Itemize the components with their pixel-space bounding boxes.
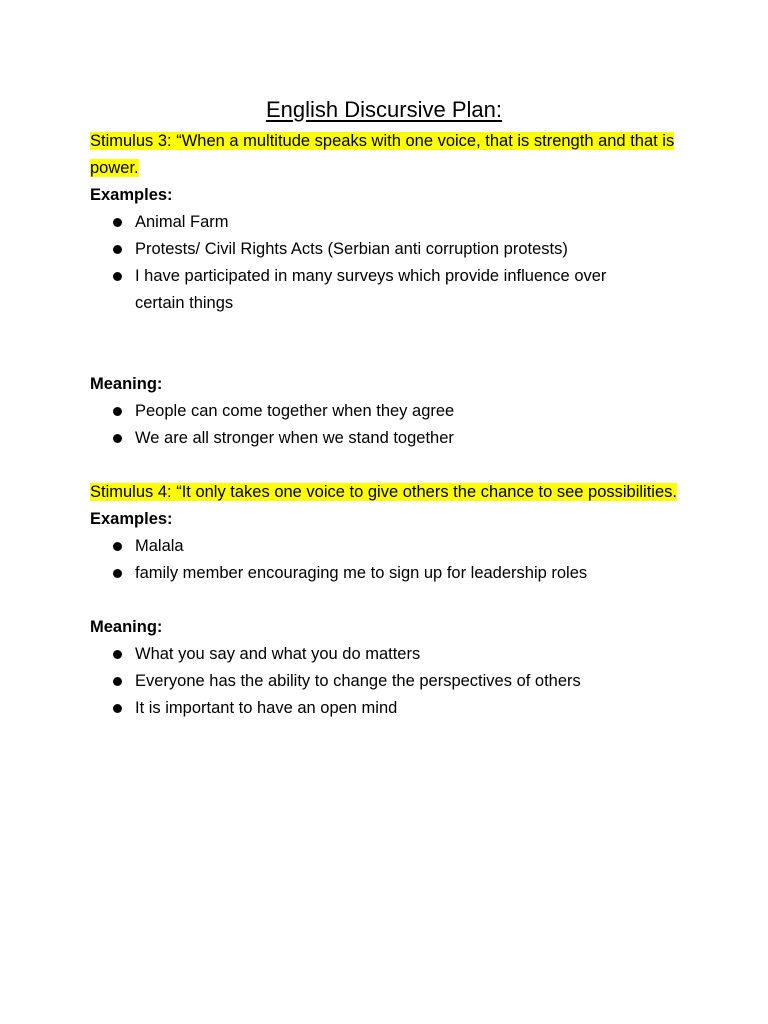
meaning-label: Meaning:	[90, 375, 163, 393]
bullet-icon	[113, 434, 122, 443]
bullet-icon	[113, 245, 122, 254]
meaning-list	[90, 641, 680, 722]
list-item-text: Protests/ Civil Rights Acts (Serbian anti corruption protests)	[135, 240, 568, 258]
bullet-icon	[113, 272, 122, 281]
bullet-icon	[113, 650, 122, 659]
list-item	[90, 668, 680, 695]
list-item-text: Everyone has the ability to change the perspectives of others	[135, 672, 581, 690]
list-item	[90, 425, 680, 452]
bullet-icon	[113, 542, 122, 551]
list-item-text: People can come together when they agree	[135, 402, 455, 420]
document-title: English Discursive Plan:	[266, 97, 502, 122]
list-item-text: family member encouraging me to sign up for leadership roles	[135, 564, 588, 582]
bullet-icon	[113, 218, 122, 227]
examples-label: Examples:	[90, 186, 173, 204]
meaning-label: Meaning:	[90, 618, 163, 636]
examples-label: Examples:	[90, 510, 173, 528]
list-item	[90, 695, 680, 722]
spacer	[90, 452, 680, 479]
examples-list	[90, 209, 680, 317]
document-body	[90, 92, 680, 722]
examples-list	[90, 533, 680, 587]
list-item-text: We are all stronger when we stand together	[135, 429, 454, 447]
spacer	[90, 587, 680, 614]
stimulus-4-text: Stimulus 4: “It only takes one voice to give others the chance to see possibilities.	[90, 483, 677, 501]
meaning-list	[90, 398, 680, 452]
stimulus-3-text: Stimulus 3: “When a multitude speaks with one voice, that is strength and that is power.	[90, 132, 675, 177]
list-item	[90, 641, 680, 668]
list-item	[90, 263, 680, 317]
stimulus-3	[90, 128, 680, 182]
bullet-icon	[113, 704, 122, 713]
bullet-icon	[113, 569, 122, 578]
list-item	[90, 236, 680, 263]
list-item	[90, 533, 680, 560]
list-item-text: Animal Farm	[135, 213, 229, 231]
list-item-text: It is important to have an open mind	[135, 699, 398, 717]
bullet-icon	[113, 407, 122, 416]
list-item	[90, 398, 680, 425]
bullet-icon	[113, 677, 122, 686]
list-item-text: I have participated in many surveys which provide influence over certain things	[135, 267, 607, 312]
list-item-text: What you say and what you do matters	[135, 645, 421, 663]
list-item-text: Malala	[135, 537, 184, 555]
list-item	[90, 560, 680, 587]
stimulus-4	[90, 479, 680, 506]
spacer	[90, 317, 680, 371]
list-item	[90, 209, 680, 236]
